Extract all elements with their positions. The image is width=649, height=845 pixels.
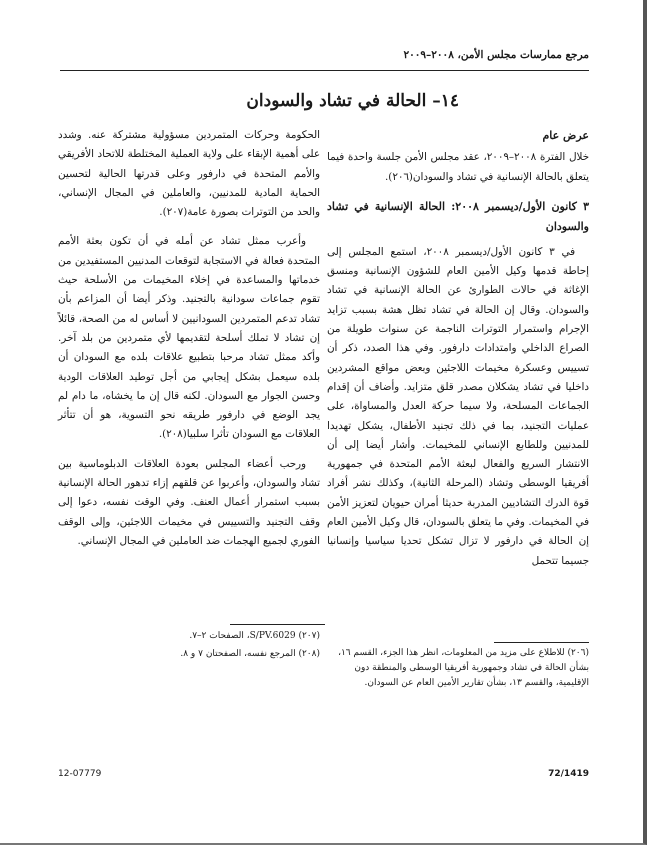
- footnote-206: (٢٠٦) للاطلاع على مزيد من المعلومات، انظر هذا الجزء، القسم ١٦، بشأن الحالة في تشاد وجمهورية أفريقيا الوسطى والمنطقة دون الإقليمية، والقسم ١٣، بشأن تقارير الأمين العام عن السودان.: [338, 648, 589, 688]
- footnote-208: (٢٠٨) المرجع نفسه، الصفحتان ٧ و ٨.: [180, 649, 320, 659]
- footnotes-left: [58, 629, 320, 665]
- running-header: مرجع ممارسات مجلس الأمن، ٢٠٠٨–٢٠٠٩: [403, 49, 589, 61]
- meeting-paragraph: في ٣ كانون الأول/ديسمبر ٢٠٠٨، استمع المجلس إلى إحاطة قدمها وكيل الأمين العام للشؤون الإنسانية ومنسق الإغاثة في حالات الطوارئ عن الحالة الإنسانية في تشاد والسودان. وقال إن الحالة في تشاد تظل هشة بسبب تزايد الإجرام واستمرار التوترات الناجمة عن سنوات طويلة من الصراع الداخلي وامتدادات دارفور. وفي هذا الصدد، ذكر أن تسييس وعسكرة مخيمات اللاجئين وبعض مواقع المشردين داخليا في تشاد يشكلان مصدر قلق متزايد. وأضاف أن إقدام الجماعات المسلحة، ولا سيما حركة العدل والمساواة، على عمليات التجنيد، بما في ذلك تجنيد الأطفال، يشكل تهديدا للمدنيين وللطابع الإنساني للمخيمات. وأشار أيضا إلى أن الانتشار السريع والفعال لبعثة الأمم المتحدة في جمهورية أفريقيا الوسطى وتشاد (المرحلة الثانية)، وكذلك نشر أفراد قوة الدرك التشاديين المدربة حديثا أمران حيويان لتعزيز الأمن في المخيمات. وفي ما يتعلق بالسودان، قال وكيل الأمين العام إن الحالة في دارفور لا تزال تشكل تحديا سياسيا وإنسانيا جسيما تتحمل: [327, 245, 589, 567]
- chapter-title: ١٤– الحالة في تشاد والسودان: [246, 91, 459, 111]
- meeting-heading: ٣ كانون الأول/ديسمبر ٢٠٠٨: الحالة الإنسانية في تشاد والسودان: [327, 199, 589, 233]
- left-paragraph-1: الحكومة وحركات المتمردين مسؤولية مشتركة عنه. وشدد على أهمية الإبقاء على ولاية العملية المختلطة للاتحاد الأفريقي والأمم المتحدة في دارفور وعلى قدرتها الحالية لتحسين الحماية المادية للمدنيين، والعاملين في المجال الإنساني، والحد من التوترات بصورة عامة(٢٠٧).: [58, 129, 320, 219]
- footnote-207: (٢٠٧) S/PV.6029، الصفحات ٢–٧.: [189, 631, 320, 641]
- footnotes-right: [327, 646, 589, 694]
- page-number: 72/1419: [548, 769, 589, 779]
- overview-paragraph: خلال الفترة ٢٠٠٨–٢٠٠٩، عقد مجلس الأمن جلسة واحدة فيما يتعلق بالحالة الإنسانية في تشاد والسودان(٢٠٦).: [327, 151, 589, 183]
- footnote-rule-left: [230, 624, 325, 625]
- left-column: [58, 126, 320, 561]
- left-paragraph-2: وأعرب ممثل تشاد عن أمله في أن تكون بعثة الأمم المتحدة فعالة في الاستجابة لتوقعات المدنيين المستفيدين من خدماتها والمساعدة في إخلاء المخيمات من الأسلحة حيث تقوم جماعات سودانية بالتجنيد. وذكر أيضا أن المزاعم بأن تشاد تدعم المتمردين السودانيين لا أساس له من الصحة، قائلاً إن تشاد لا تملك أسلحة لتقديمها لأي متمردين من بلد آخر. وأكد ممثل تشاد مرحبا بتطبيع علاقات بلده مع السودان أن بلده سيعمل بشكل إيجابي من أجل توطيد العلاقات الودية وحسن الجوار مع السودان. لكنه قال إن ما يخشاه، ما دام لم يجد الوضع في دارفور طريقه نحو التسوية، هو أن تتأثر العلاقات مع السودان تأثرا سلبيا(٢٠٨).: [58, 235, 320, 441]
- left-paragraph-3: ورحب أعضاء المجلس بعودة العلاقات الدبلوماسية بين تشاد والسودان، وأعربوا عن قلقهم إزاء تدهور الحالة الإنسانية بسبب استمرار أعمال العنف. وفي الوقت نفسه، دعوا إلى وقف التجنيد والتسييس في مخيمات اللاجئين، وإلى الوقف الفوري لجميع الهجمات ضد العاملين في المجال الإنساني.: [58, 457, 320, 547]
- right-column: [327, 126, 589, 581]
- footnote-rule-right: [494, 642, 589, 643]
- header-rule: [60, 70, 589, 71]
- overview-heading: عرض عام: [542, 129, 589, 142]
- document-code: 12-07779: [58, 769, 102, 779]
